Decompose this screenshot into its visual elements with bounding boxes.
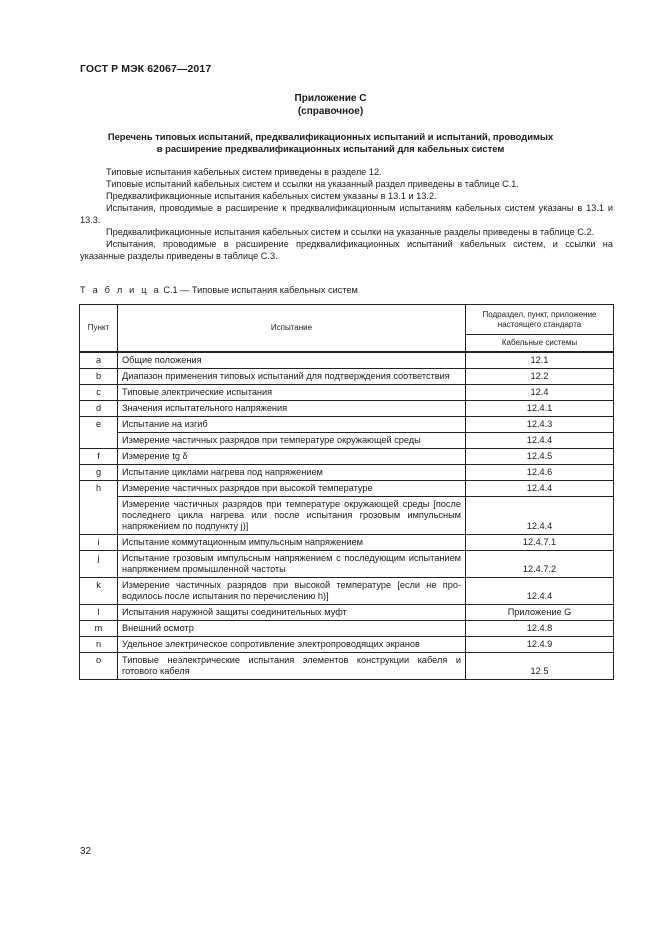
cell-ref: 12.4.7.1 — [466, 534, 614, 550]
annex-heading-line1: Перечень типовых испытаний, предквалификационных испытаний и испытаний, проводимых — [107, 131, 554, 142]
cell-test: Общие положения — [118, 352, 466, 369]
cell-test: Измерение tg δ — [118, 448, 466, 464]
cell-item: l — [80, 604, 118, 620]
table-row — [80, 652, 614, 679]
table-caption — [80, 285, 358, 295]
cell-item: o — [80, 652, 118, 679]
page-number: 32 — [80, 846, 92, 857]
annex-heading-line2: в расширение предквалификационных испытаний для кабельных систем — [156, 143, 505, 154]
table-caption-prefix: Т а б л и ц а — [80, 285, 161, 295]
cell-ref: 12.4.4 — [466, 577, 614, 604]
table-row — [80, 448, 614, 464]
table-row — [80, 577, 614, 604]
paragraph: Предквалификационные испытания кабельных систем и ссылки на указанные разделы приведены в таблице С.2. — [106, 227, 595, 237]
cell-test: Испытание коммутационным импульсным напряжением — [118, 534, 466, 550]
cell-test: Диапазон применения типовых испытаний для подтверждения соответствия — [118, 368, 466, 384]
annex-subtitle: (справочное) — [297, 106, 364, 117]
cell-ref: 12.4.3 — [466, 416, 614, 432]
cell-ref: 12.2 — [466, 368, 614, 384]
table-row — [80, 604, 614, 620]
cell-test: Измерение частичных разрядов при температуре окружающей среды [после последнего цикла нагрева или после испытания грозовым импульсным напряжением по подпункту j)] — [118, 496, 466, 534]
cell-item: e — [80, 416, 118, 448]
cell-test: Испытание грозовым импульсным напряжением с последующим испытанием напряжением промышленной частоты — [118, 550, 466, 577]
cell-ref: 12.4.5 — [466, 448, 614, 464]
intro-paragraphs — [80, 166, 613, 262]
cell-test: Испытания наружной защиты соединительных муфт — [118, 604, 466, 620]
type-tests-table — [79, 304, 614, 680]
col-header-ref-sub: Кабельные системы — [466, 335, 614, 352]
paragraph: Испытания, проводимые в расширение к предквалификационным испытаниям кабельных систем указаны в 13.1 и 13.3. — [80, 203, 613, 225]
cell-test: Типовые электрические испытания — [118, 384, 466, 400]
table-row — [80, 464, 614, 480]
cell-test: Измерение частичных разрядов при высокой температуре [если не проводилось после испытания по перечислению h)] — [118, 577, 466, 604]
cell-ref: 12.4.6 — [466, 464, 614, 480]
cell-item: j — [80, 550, 118, 577]
cell-test: Испытание циклами нагрева под напряжением — [118, 464, 466, 480]
document-code: ГОСТ Р МЭК 62067—2017 — [80, 63, 212, 75]
col-header-test: Испытание — [118, 305, 466, 352]
cell-item: d — [80, 400, 118, 416]
cell-test: Испытание на изгиб — [118, 416, 466, 432]
cell-test: Внешний осмотр — [118, 620, 466, 636]
cell-ref: Приложение G — [466, 604, 614, 620]
cell-ref: 12.4.9 — [466, 636, 614, 652]
cell-item: a — [80, 352, 118, 369]
cell-test: Измерение частичных разрядов при температуре окружающей среды — [118, 432, 466, 448]
table-row — [80, 550, 614, 577]
table-row — [80, 432, 614, 448]
paragraph: Предквалификационные испытания кабельных систем указаны в 13.1 и 13.2. — [106, 191, 437, 201]
table-row — [80, 416, 614, 432]
cell-item: k — [80, 577, 118, 604]
table-row — [80, 368, 614, 384]
cell-test: Удельное электрическое сопротивление электропроводящих экранов — [118, 636, 466, 652]
cell-ref: 12.4 — [466, 384, 614, 400]
paragraph: Типовые испытания кабельных систем приведены в разделе 12. — [106, 167, 382, 177]
paragraph: Типовые испытаний кабельных систем и ссылки на указанный раздел приведены в таблице С.1. — [106, 179, 519, 189]
cell-item: h — [80, 480, 118, 534]
cell-ref: 12.4.4 — [466, 480, 614, 496]
table-row — [80, 636, 614, 652]
cell-item: c — [80, 384, 118, 400]
table-row — [80, 620, 614, 636]
cell-item: f — [80, 448, 118, 464]
table-row — [80, 480, 614, 496]
cell-test: Измерение частичных разрядов при высокой температуре — [118, 480, 466, 496]
cell-item: i — [80, 534, 118, 550]
cell-ref: 12.4.4 — [466, 432, 614, 448]
table-row — [80, 400, 614, 416]
table-caption-text: С.1 — Типовые испытания кабельных систем — [163, 285, 358, 295]
cell-ref: 12.4.8 — [466, 620, 614, 636]
cell-item: b — [80, 368, 118, 384]
col-header-ref: Подраздел, пункт, приложение настоящего стандарта — [466, 305, 614, 335]
cell-item: n — [80, 636, 118, 652]
cell-ref: 12.4.1 — [466, 400, 614, 416]
table-body — [80, 352, 614, 680]
cell-test: Типовые неэлектрические испытания элементов конструкции кабеля и готового кабеля — [118, 652, 466, 679]
cell-item: m — [80, 620, 118, 636]
col-header-item: Пункт — [80, 305, 118, 352]
cell-ref: 12.1 — [466, 352, 614, 369]
cell-ref: 12.5 — [466, 652, 614, 679]
table-row — [80, 534, 614, 550]
cell-ref: 12.4.7.2 — [466, 550, 614, 577]
cell-item: g — [80, 464, 118, 480]
table-row — [80, 496, 614, 534]
table-row — [80, 384, 614, 400]
table-row — [80, 352, 614, 369]
annex-title: Приложение С — [294, 93, 367, 104]
paragraph: Испытания, проводимые в расширение предквалификационных испытаний кабельных систем, и ссылки на указанные разделы приведены в таблице С.3. — [80, 239, 613, 261]
cell-test: Значения испытательного напряжения — [118, 400, 466, 416]
cell-ref: 12.4.4 — [466, 496, 614, 534]
